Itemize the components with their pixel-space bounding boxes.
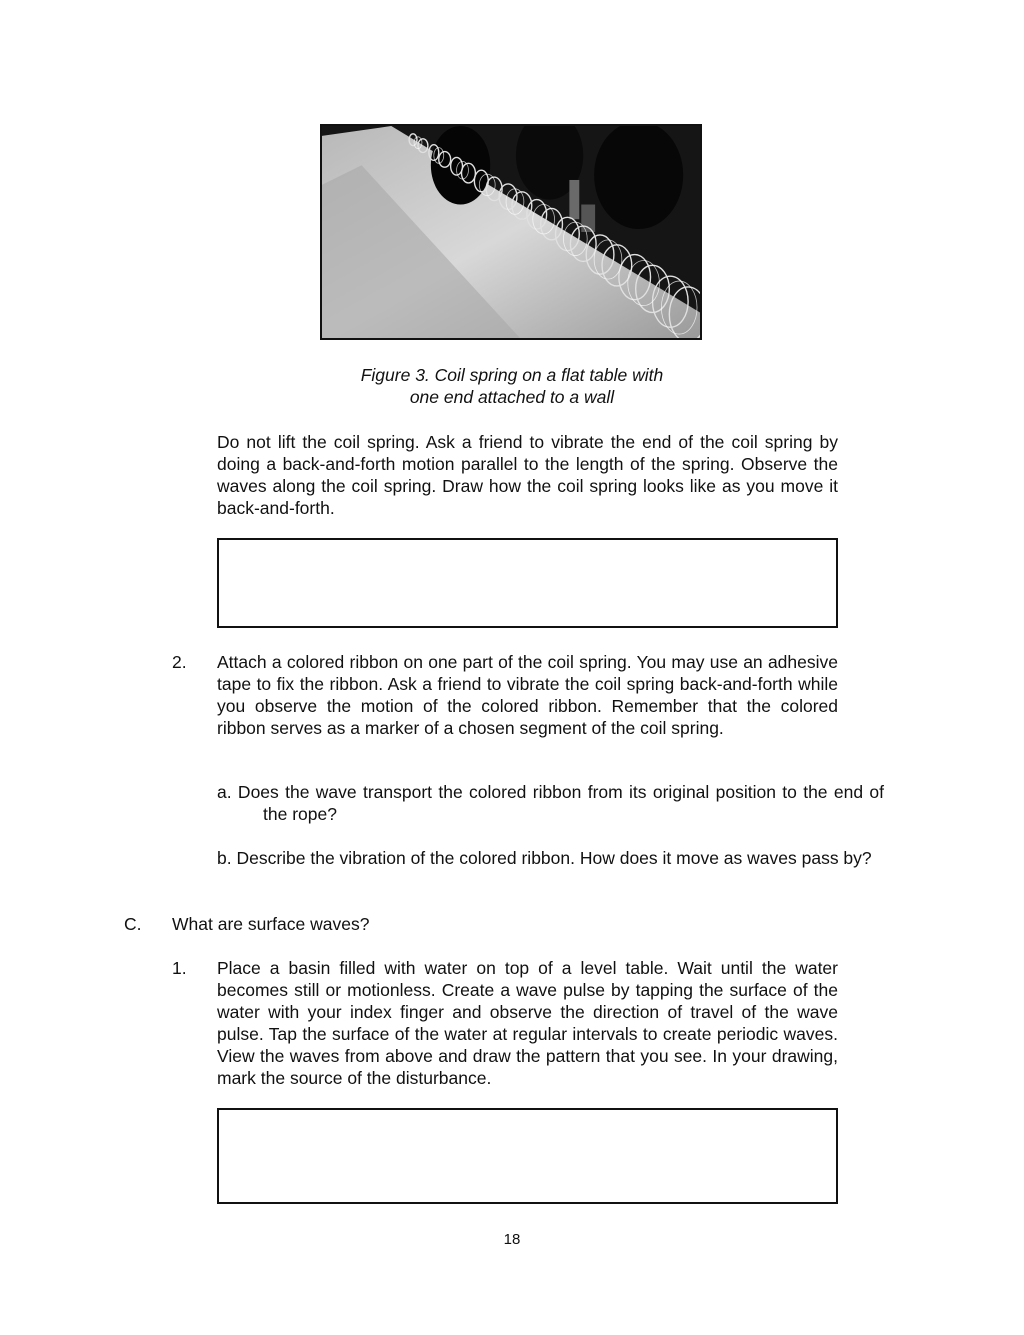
surface-wave-drawing-box[interactable]: [217, 1108, 838, 1204]
page-number: 18: [503, 1231, 521, 1248]
item-number-2: 2.: [172, 652, 187, 672]
coil-spring-image: [322, 126, 700, 338]
item-1-text: Place a basin filled with water on top of a level table. Wait until the water becomes still or motionless. Create a wave pulse by tapping the surface of the water with your index finger and observe the direction of travel of the wave pulse. Tap the surface of the water at regular intervals to create periodic waves. View the waves from above and draw the pattern that you see. In your drawing, mark the source of the disturbance.: [217, 958, 838, 1088]
figure-caption-line-2: one end attached to a wall: [409, 387, 615, 407]
question-b: b. Describe the vibration of the colored ribbon. How does it move as waves pass by?: [217, 848, 872, 868]
section-letter-c: C.: [124, 914, 142, 934]
coil-spring-photo: [320, 124, 702, 340]
figure-caption-line-1: Figure 3. Coil spring on a flat table with: [360, 365, 664, 385]
drawing-answer-box[interactable]: [217, 538, 838, 628]
question-a: a. Does the wave transport the colored ribbon from its original position to the end of the rope?: [217, 782, 884, 824]
item-number-1: 1.: [172, 958, 187, 978]
section-c-title: What are surface waves?: [172, 914, 370, 934]
item-2-text: Attach a colored ribbon on one part of the coil spring. You may use an adhesive tape to fix the ribbon. Ask a friend to vibrate the coil spring back-and-forth while you observe the motion of the colored ribbon. Remember that the colored ribbon serves as a marker of a chosen segment of the coil spring.: [217, 652, 838, 738]
instruction-paragraph: Do not lift the coil spring. Ask a friend to vibrate the end of the coil spring by doing a back-and-forth motion parallel to the length of the spring. Observe the waves along the coil spring. Draw how the coil spring looks like as you move it back-and-forth.: [217, 432, 838, 518]
